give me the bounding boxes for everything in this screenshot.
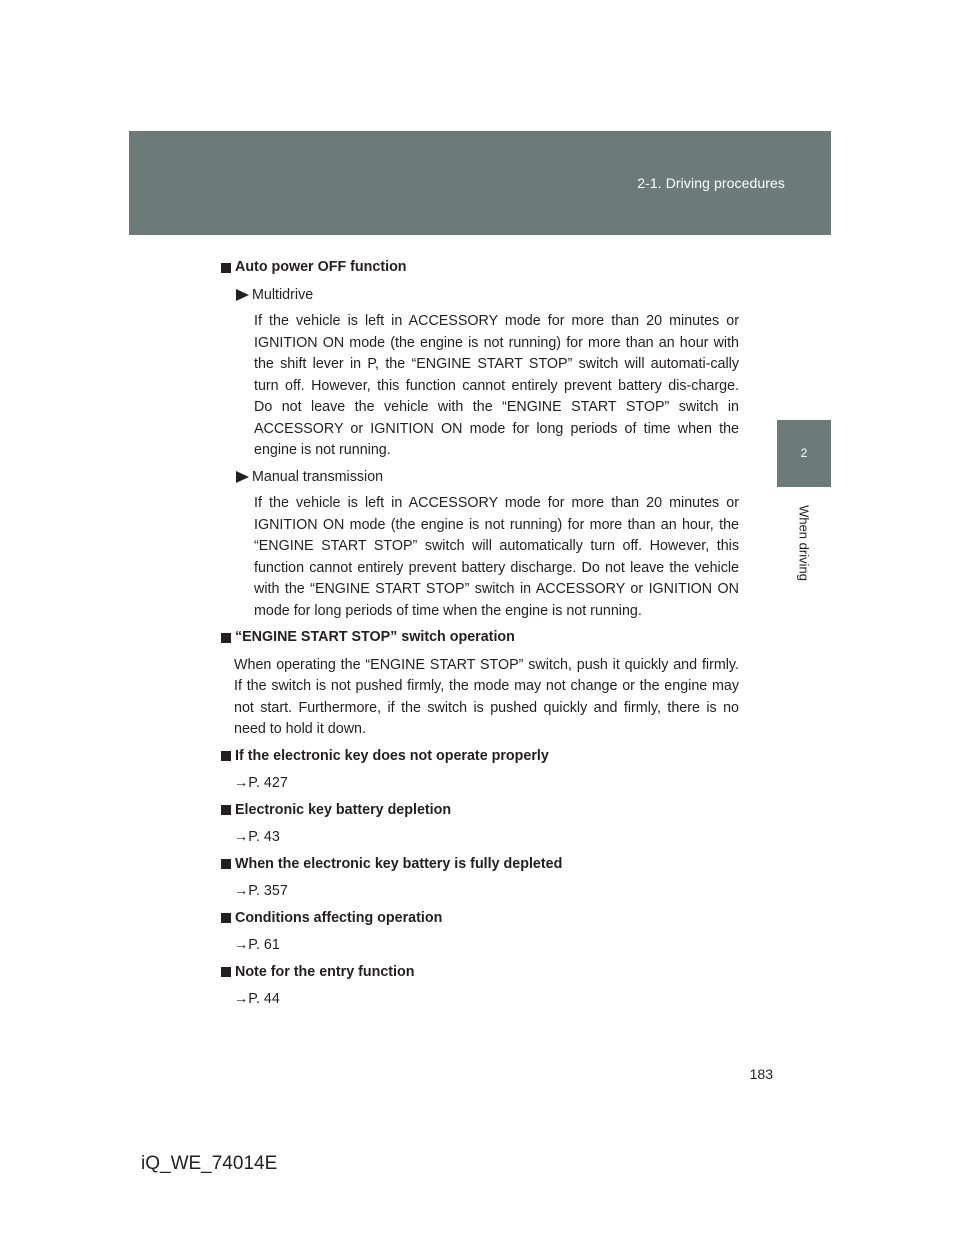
section-heading: When the electronic key battery is fully depleted xyxy=(221,854,739,876)
page-reference[interactable]: →P. 427 xyxy=(234,775,288,791)
section-title: 2-1. Driving procedures xyxy=(637,175,785,191)
section-heading: Conditions affecting operation xyxy=(221,908,739,930)
section-heading: If the electronic key does not operate properly xyxy=(221,746,739,768)
square-bullet-icon xyxy=(221,805,231,815)
subheading: Manual transmission xyxy=(236,467,739,489)
chapter-label xyxy=(794,500,814,585)
page-reference[interactable]: →P. 44 xyxy=(234,991,280,1007)
section-heading: Auto power OFF function xyxy=(221,257,739,279)
square-bullet-icon xyxy=(221,967,231,977)
square-bullet-icon xyxy=(221,859,231,869)
triangle-bullet-icon xyxy=(236,471,249,483)
square-bullet-icon xyxy=(221,913,231,923)
section-heading: Note for the entry function xyxy=(221,962,739,984)
section-heading: Electronic key battery depletion xyxy=(221,800,739,822)
page-number: 183 xyxy=(749,1066,773,1082)
square-bullet-icon xyxy=(221,263,231,273)
paragraph: If the vehicle is left in ACCESSORY mode for more than 20 minutes or IGNITION ON mode (the engine is not running) for more than an hour with the shift lever in P, the “ENGINE START STOP” switch will automati-cally turn off. However, this function cannot entirely prevent battery dis-charge. Do not leave the vehicle with the “ENGINE START STOP” switch in ACCESSORY or IGNITION ON mode for long periods of time when the engine is not running. xyxy=(254,313,739,458)
page-reference[interactable]: →P. 43 xyxy=(234,829,280,845)
triangle-bullet-icon xyxy=(236,289,249,301)
chapter-tab xyxy=(777,420,831,487)
document-code: iQ_WE_74014E xyxy=(141,1153,278,1174)
subheading: Multidrive xyxy=(236,285,739,307)
page-reference[interactable]: →P. 61 xyxy=(234,937,280,953)
page-content xyxy=(221,257,739,1016)
paragraph: If the vehicle is left in ACCESSORY mode for more than 20 minutes or IGNITION ON mode (the engine is not running) for more than an hour, the “ENGINE START STOP” switch will automatically turn off. However, this function cannot entirely prevent battery discharge. Do not leave the vehicle with the “ENGINE START STOP” switch in ACCESSORY or IGNITION ON mode for long periods of time when the engine is not running. xyxy=(254,495,739,619)
chapter-number: 2 xyxy=(800,446,808,460)
header-band xyxy=(129,131,831,235)
chapter-label-text: When driving xyxy=(796,504,812,581)
paragraph: When operating the “ENGINE START STOP” switch, push it quickly and firmly. If the switch is not pushed firmly, the mode may not change or the engine may not start. Furthermore, if the switch is pushed quickly and firmly, there is no need to hold it down. xyxy=(234,656,739,737)
section-heading: “ENGINE START STOP” switch operation xyxy=(221,627,739,649)
square-bullet-icon xyxy=(221,633,231,643)
page-reference[interactable]: →P. 357 xyxy=(234,883,288,899)
square-bullet-icon xyxy=(221,751,231,761)
